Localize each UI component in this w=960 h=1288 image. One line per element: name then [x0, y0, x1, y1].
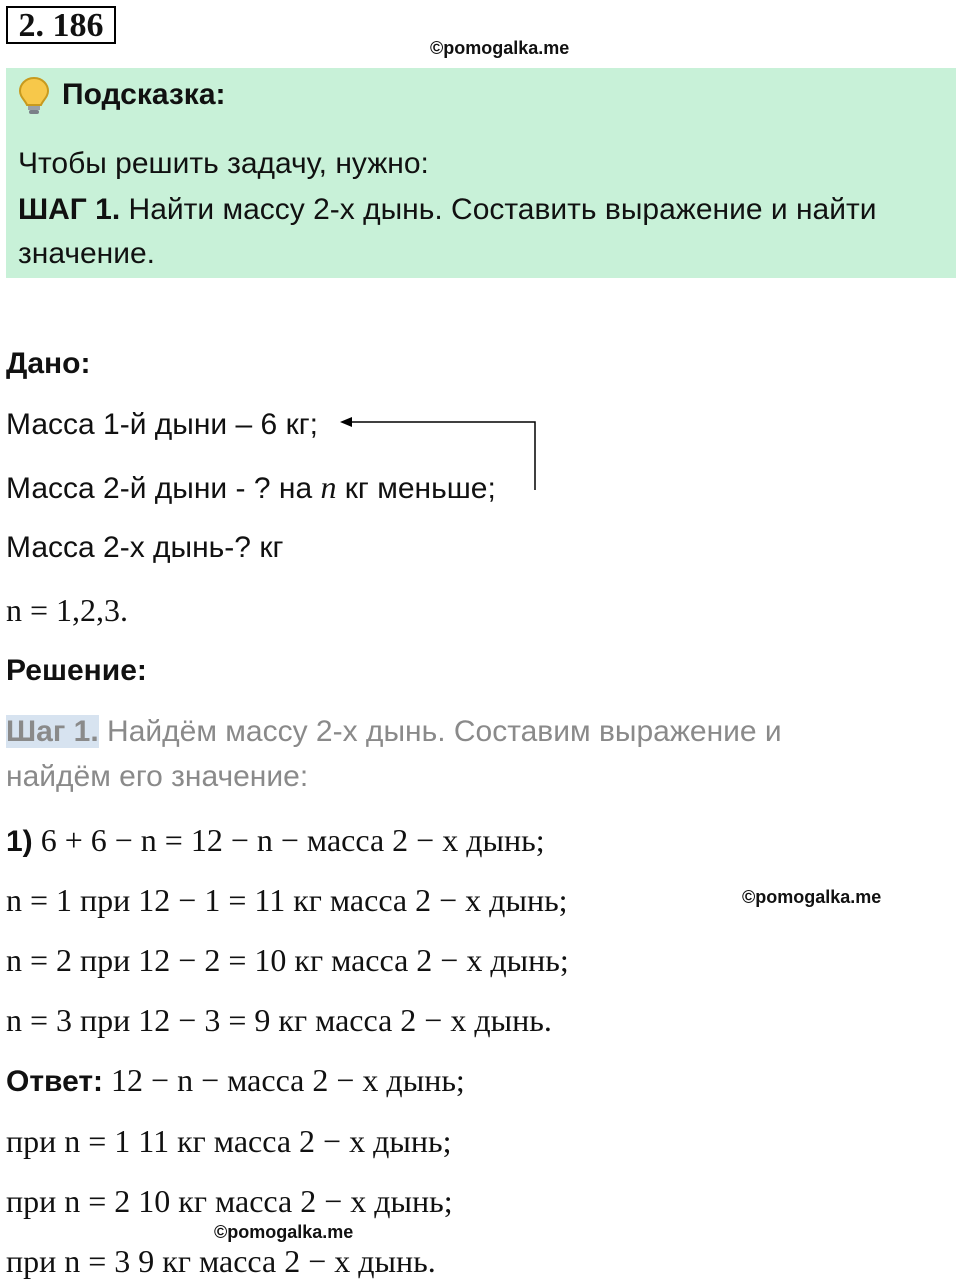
watermark-middle: ©pomogalka.me: [742, 887, 882, 907]
answer-line-1-expr: 12 − n − масса 2 − х дынь;: [103, 1062, 465, 1098]
solution-title: Решение:: [6, 654, 147, 687]
answer-line-1: [6, 1060, 465, 1102]
solution-step-cont: найдём его значение:: [6, 760, 309, 793]
given-line-2a: Масса 2-й дыни - ? на: [6, 472, 321, 505]
solution-step-label: Шаг 1.: [6, 715, 99, 748]
hint-step: [18, 188, 876, 232]
solution-step-text: Найдём массу 2-х дынь. Составим выражение и: [98, 715, 782, 748]
solution-step: [6, 712, 782, 752]
given-line-2b: кг меньше;: [336, 472, 496, 505]
solution-line-1-expr: 6 + 6 − n = 12 − n − масса 2 − х дынь;: [32, 822, 545, 858]
answer-line-4: при n = 3 9 кг масса 2 − х дынь.: [6, 1243, 436, 1279]
given-line-3: Масса 2-х дынь-? кг: [6, 531, 284, 564]
watermark-bottom: ©pomogalka.me: [214, 1222, 354, 1242]
hint-step-label: ШАГ 1.: [18, 193, 121, 226]
solution-line-4: n = 3 при 12 − 3 = 9 кг масса 2 − х дынь.: [6, 1002, 552, 1038]
given-var-n: n: [320, 469, 337, 505]
problem-number: 2. 186: [6, 6, 116, 44]
answer-line-3: при n = 2 10 кг масса 2 − х дынь;: [6, 1183, 453, 1219]
solution-line-1: [6, 820, 545, 862]
hint-step-cont: значение.: [18, 237, 156, 270]
watermark-top: ©pomogalka.me: [430, 38, 570, 58]
hint-title: Подсказка:: [62, 78, 226, 111]
given-line-4: n = 1,2,3.: [6, 592, 129, 628]
answer-line-2: при n = 1 11 кг масса 2 − х дынь;: [6, 1123, 452, 1159]
answer-label: Ответ:: [6, 1065, 104, 1098]
solution-line-1-label: 1): [6, 825, 33, 858]
given-title: Дано:: [6, 347, 91, 380]
lightbulb-icon: [16, 76, 52, 116]
given-line-1: Масса 1-й дыни – 6 кг;: [6, 408, 318, 441]
solution-line-3: n = 2 при 12 − 2 = 10 кг масса 2 − х дынь;: [6, 942, 569, 978]
hint-step-text: Найти массу 2-х дынь. Составить выражение и найти: [120, 193, 877, 226]
solution-line-2: n = 1 при 12 − 1 = 11 кг масса 2 − х дынь;: [6, 882, 568, 918]
comparison-arrow: [330, 410, 550, 510]
hint-intro: Чтобы решить задачу, нужно:: [18, 147, 429, 180]
